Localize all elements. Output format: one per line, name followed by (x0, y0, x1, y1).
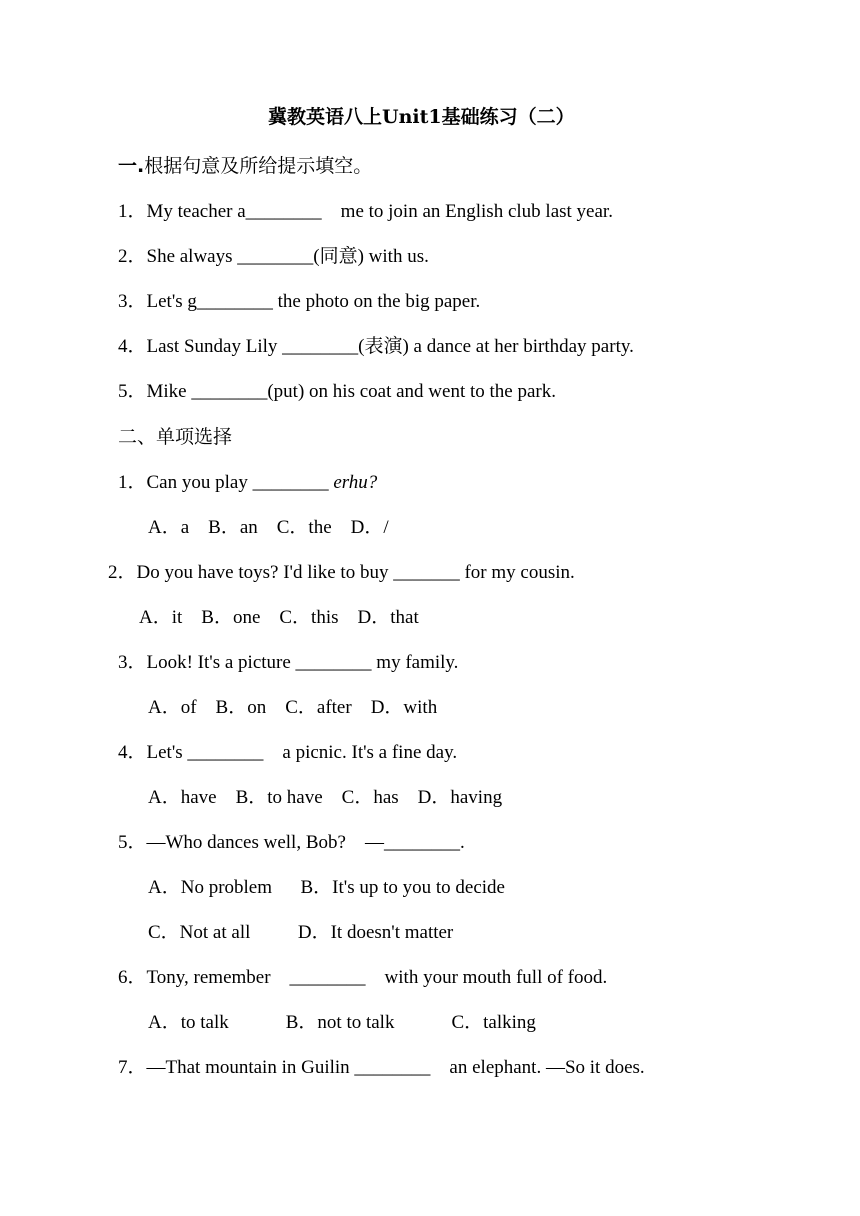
question-3-options: A．of B．on C．after D．with (148, 697, 438, 718)
section2-heading: 二、单项选择 (118, 426, 233, 448)
question-5-options-row2: C．Not at all D．It doesn't matter (148, 922, 454, 943)
question-4: 4．Let's ________ a picnic. It's a fine day. (118, 742, 458, 763)
question-1-text: 1．Can you play ________ (118, 472, 334, 493)
fill-item-3: 3．Let's g________ the photo on the big paper. (118, 291, 481, 312)
question-6: 6．Tony, remember ________ with your mouth full of food. (118, 967, 608, 988)
section1-heading-text: 根据句意及所给提示填空。 (144, 155, 373, 177)
question-5-options-row1: A．No problem B．It's up to you to decide (148, 877, 505, 898)
fill-item-5: 5．Mike ________(put) on his coat and went to the park. (118, 381, 556, 402)
question-5: 5．—Who dances well, Bob? —________. (118, 832, 465, 853)
question-1-options: A．a B．an C．the D．/ (148, 517, 389, 538)
fill-item-2: 2．She always ________(同意) with us. (118, 246, 429, 267)
fill-item-1: 1．My teacher a________ me to join an English club last year. (118, 201, 613, 222)
section1-heading-prefix: 一. (118, 155, 145, 177)
question-2-options: A．it B．one C．this D．that (139, 607, 419, 628)
question-2: 2．Do you have toys? I'd like to buy _______ for my cousin. (108, 562, 575, 583)
question-1-italic-word: erhu? (333, 472, 378, 493)
question-4-options: A．have B．to have C．has D．having (148, 787, 503, 808)
page-title: 冀教英语八上Unit1基础练习（二） (268, 106, 575, 128)
question-3: 3．Look! It's a picture ________ my family. (118, 652, 459, 673)
section1-heading (118, 154, 372, 178)
question-6-options: A．to talk B．not to talk C．talking (148, 1012, 536, 1033)
question-7: 7．—That mountain in Guilin ________ an elephant. —So it does. (118, 1057, 645, 1078)
question-1 (118, 471, 377, 495)
fill-item-4: 4．Last Sunday Lily ________(表演) a dance at her birthday party. (118, 336, 634, 357)
